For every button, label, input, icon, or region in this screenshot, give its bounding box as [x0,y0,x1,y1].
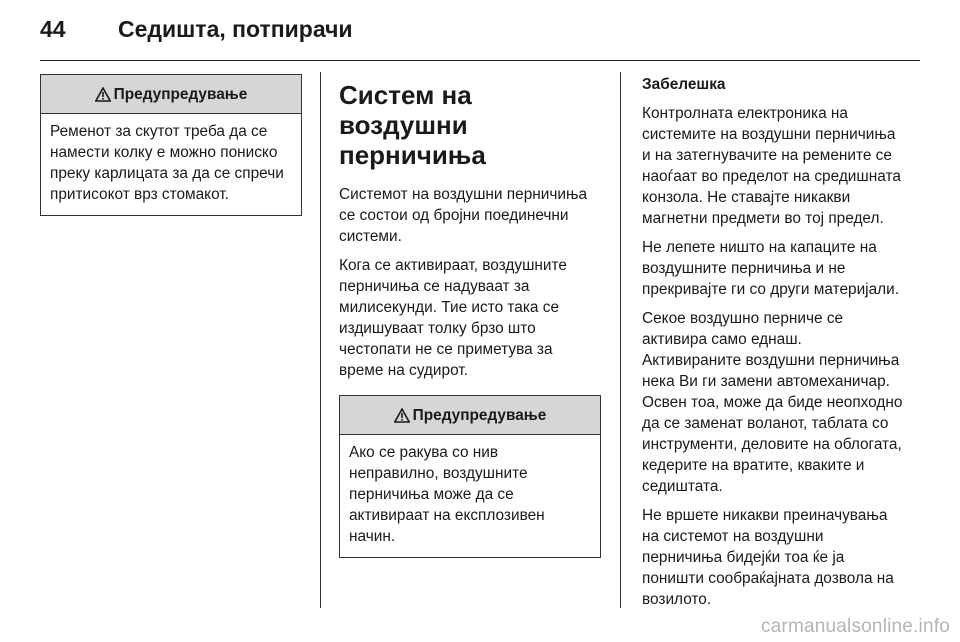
watermark-text: carmanualsonline.info [760,616,950,637]
section-title: Систем на воздушни перничиња [339,80,486,170]
warning-triangle-icon [95,87,111,102]
page-header [40,12,920,52]
paragraph: Не вршете никакви преиначувања на системот на воздушни перничиња бидејќи тоа ќе ја поништи сообраќајната дозвола на возилото. [642,507,894,608]
column-2 [339,74,601,558]
warning-title: Предупредување [412,406,547,424]
chapter-title: Седишта, потпирачи [118,16,353,42]
warning-text: Ременот за скутот треба да се намести колку е можно пониско преку карлицата за да се спречи притисокот врз стомакот. [50,123,284,203]
column-1 [40,74,302,216]
column-divider-2 [620,72,621,608]
paragraph: Системот на воздушни перничиња се состои од бројни поединечни системи. [339,186,588,245]
warning-title: Предупредување [113,85,248,103]
note-title: Забелешка [642,76,726,93]
column-3 [642,74,904,618]
page-number: 44 [40,16,66,42]
paragraph: Не лепете ништо на капаците на воздушните перничиња и не прекривајте ги со други материјали. [642,239,900,298]
header-divider [40,60,920,61]
warning-header [41,75,301,114]
note-text: Контролната електроника на системите на воздушни перничиња и на затегнувачите на ремените се наоѓаат во пределот на средишната конзола. Не ставајте никакви магнетни предмети во тој предел. [642,105,901,227]
paragraph: Кога се активираат, воздушните перничиња се надуваат за милисекунди. Тие исто така се издишуваат толку брзо што честопати не се приметува за време на судирот. [339,257,567,379]
warning-box-seatbelt [40,74,302,216]
warning-box-airbag [339,395,601,558]
paragraph: Секое воздушно перниче се активира само еднаш. Активираните воздушни перничиња нека Ви ги замени автомеханичар. Освен тоа, може да биде неопходно да се заменат воланот, таблата со инструменти, деловите на облогата, кедерите на вратите, кваките и седиштата. [642,310,903,495]
warning-triangle-icon [394,408,410,423]
warning-text: Ако се ракува со нив неправилно, воздушните перничиња може да се активираат на експлозивен начин. [349,444,545,545]
warning-header [340,396,600,435]
column-divider-1 [320,72,321,608]
